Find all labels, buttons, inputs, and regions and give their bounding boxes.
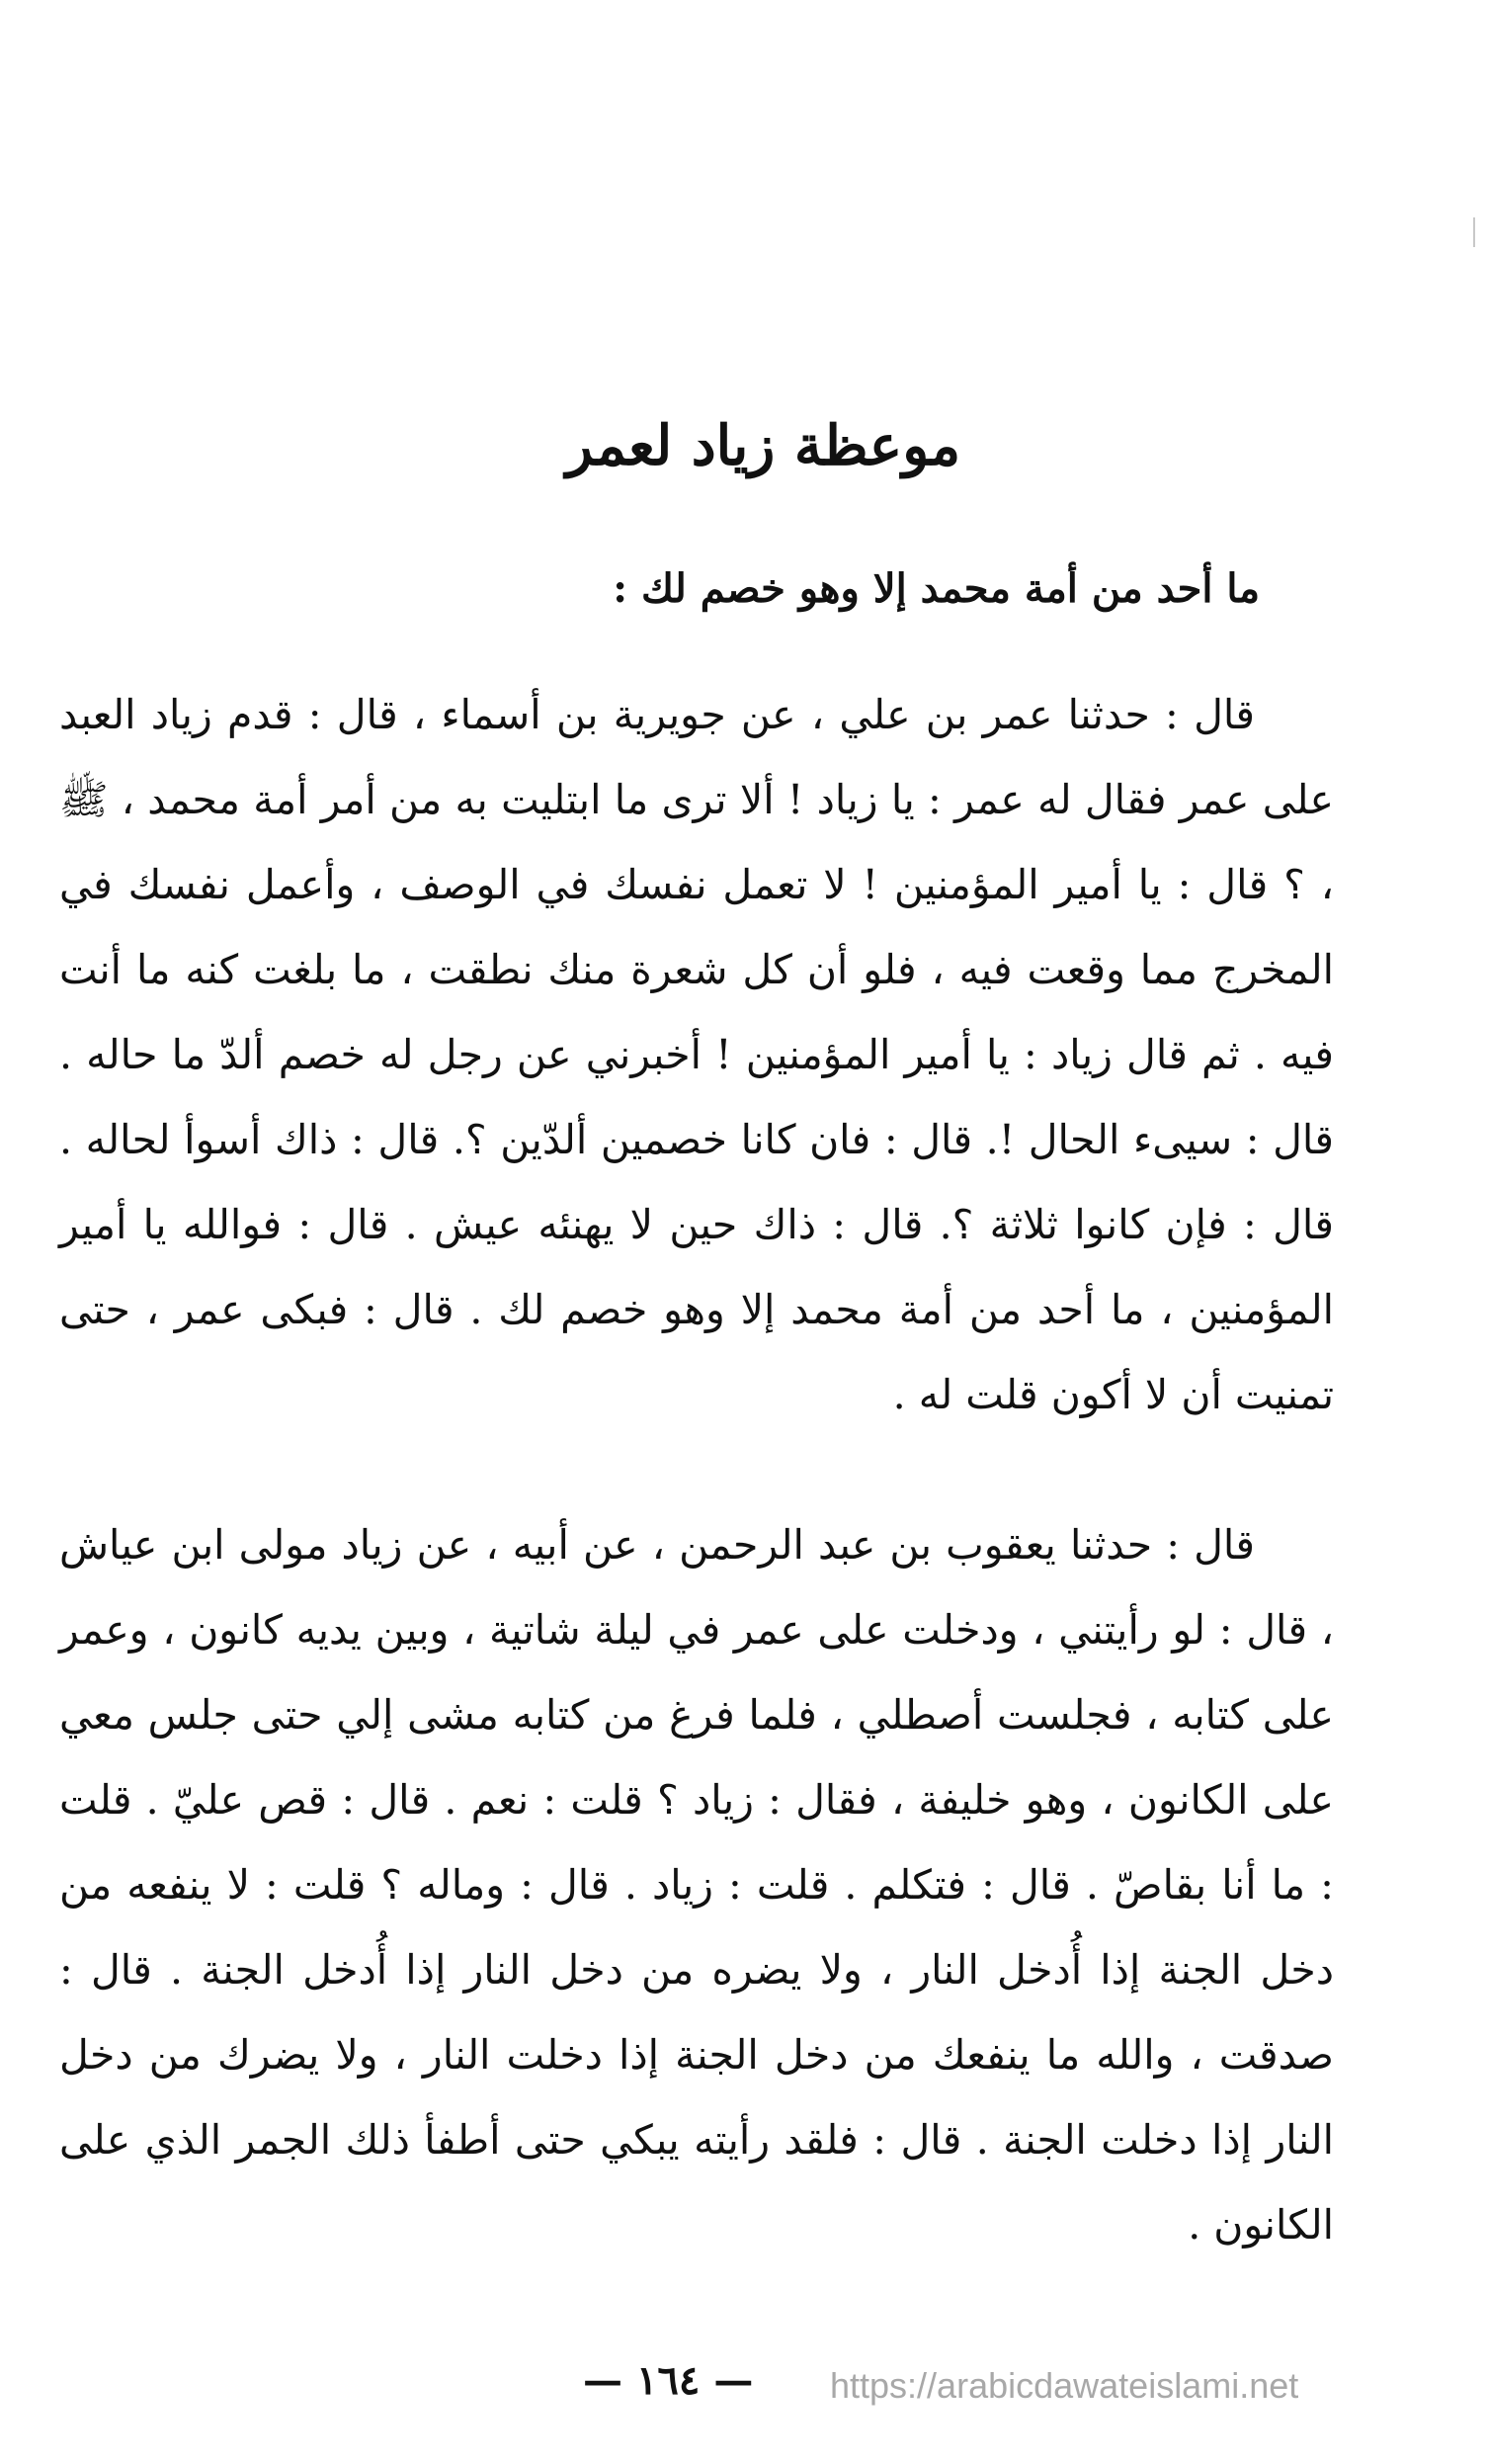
paragraph-1 [59,672,1334,1437]
page-footer [0,2357,1487,2417]
page-title: موعظة زياد لعمر [565,412,961,478]
paragraph-text: قال : حدثنا عمر بن علي ، عن جويرية بن أسماء ، قال : قدم زياد العبد على عمر فقال له عمر : يا زياد ! ألا ترى ما ابتليت به من أمر أمة محمد ، ﷺ ، ؟ قال : يا أمير المؤمنين ! لا تعمل نفسك في الوصف ، وأعمل نفسك في المخرج مما وقعت فيه ، فلو أن كل شعرة منك نطقت ، ما بلغت كنه ما أنت فيه . ثم قال زياد : يا أمير المؤمنين ! أخبرني عن رجل له خصم ألدّ ما حاله . قال : سيىء الحال !. قال : فان كانا خصمين ألدّين ؟. قال : ذاك أسوأ لحاله . قال : فإن كانوا ثلاثة ؟. قال : ذاك حين لا يهنئه عيش . قال : فوالله يا أمير المؤمنين ، ما أحد من أمة محمد إلا وهو خصم لك . قال : فبكى عمر ، حتى تمنيت أن لا أكون قلت له . [59,691,1334,1418]
page-number: — ١٦٤ — [583,2357,754,2404]
paragraph-2 [59,1502,1334,2267]
section-heading: ما أحد من أمة محمد إلا وهو خصم لك : [613,565,1260,612]
watermark-url[interactable]: https://arabicdawateislami.net [830,2365,1299,2406]
scan-speck [1473,217,1475,247]
paragraph-text: قال : حدثنا يعقوب بن عبد الرحمن ، عن أبيه ، عن زياد مولى ابن عياش ، قال : لو رأيتني ، ودخلت على عمر في ليلة شاتية ، وبين يديه كانون ، وعمر على كتابه ، فجلست أصطلي ، فلما فرغ من كتابه مشى إلي حتى جلس معي على الكانون ، وهو خليفة ، فقال : زياد ؟ قلت : نعم . قال : قص عليّ . قلت : ما أنا بقاصّ . قال : فتكلم . قلت : زياد . قال : وماله ؟ قلت : لا ينفعه من دخل الجنة إذا أُدخل النار ، ولا يضره من دخل النار إذا أُدخل الجنة . قال : صدقت ، والله ما ينفعك من دخل الجنة إذا دخلت النار ، ولا يضرك من دخل النار إذا دخلت الجنة . قال : فلقد رأيته يبكي حتى أطفأ ذلك الجمر الذي على الكانون . [59,1521,1334,2249]
